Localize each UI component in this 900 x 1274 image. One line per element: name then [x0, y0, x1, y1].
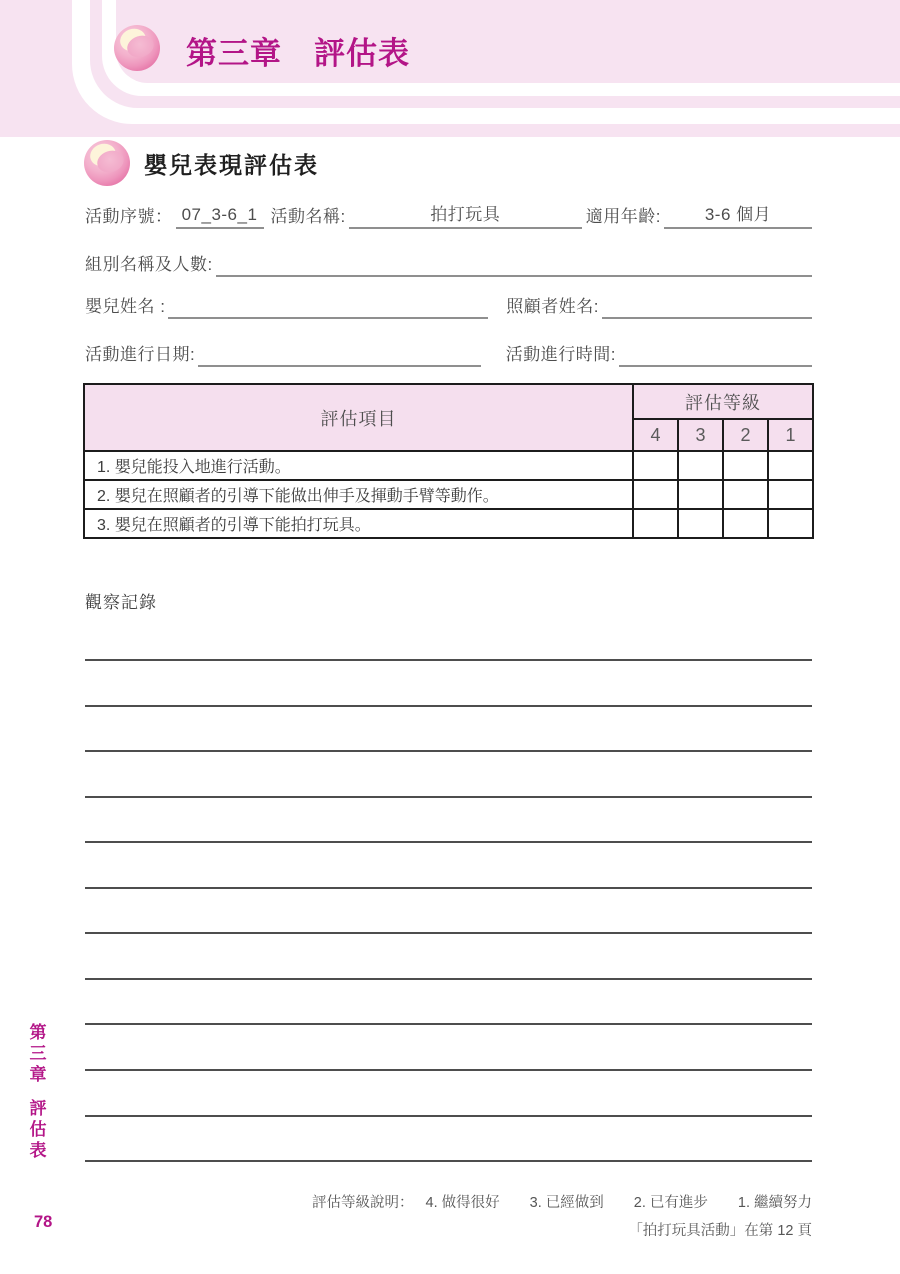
writing-line	[85, 841, 812, 843]
writing-line	[85, 796, 812, 798]
section-title: 嬰兒表現評估表	[144, 151, 319, 178]
sidebar-chapter-text: 第三章	[29, 1023, 47, 1084]
legend-label: 評估等級說明：	[312, 1195, 414, 1211]
item-column-header: 評估項目	[84, 384, 633, 451]
rating-cell	[678, 509, 723, 538]
page-number: 78	[34, 1213, 53, 1231]
caregiver-field	[602, 299, 812, 319]
activity-name-field: 拍打玩具	[349, 200, 582, 229]
writing-line	[85, 1160, 812, 1162]
section-ball-icon	[84, 140, 130, 186]
activity-no-label: 活動序號：	[85, 207, 173, 226]
rating-cell	[768, 451, 813, 480]
observation-title: 觀察記錄	[85, 593, 157, 612]
rating-legend	[85, 1191, 812, 1212]
date-field	[198, 347, 481, 367]
form-row-group	[85, 250, 812, 277]
date-label: 活動進行日期:	[85, 345, 196, 364]
sidebar-section-text: 評估表	[29, 1099, 47, 1160]
rating-cell	[768, 509, 813, 538]
caregiver-label: 照顧者姓名:	[506, 297, 599, 316]
chapter-title: 第三章 評估表	[186, 36, 410, 71]
writing-line	[85, 932, 812, 934]
assessment-table-body	[84, 451, 813, 538]
table-row	[84, 451, 813, 480]
sidebar-chapter-label	[28, 1022, 48, 1161]
legend-item: 1. 繼續努力	[737, 1195, 812, 1211]
rating-level-header: 2	[723, 419, 768, 451]
form-row-names	[85, 292, 812, 319]
writing-line	[85, 978, 812, 980]
assessment-table	[83, 383, 814, 539]
rating-cell	[723, 451, 768, 480]
rating-cell	[678, 480, 723, 509]
rating-cell	[633, 480, 678, 509]
rating-cell	[633, 451, 678, 480]
chapter-ball-icon	[114, 25, 160, 71]
table-header-row	[84, 384, 813, 419]
rating-cell	[768, 480, 813, 509]
assessment-item: 2. 嬰兒在照顧者的引導下能做出伸手及揮動手臂等動作。	[84, 480, 633, 509]
table-row	[84, 480, 813, 509]
time-field	[619, 347, 812, 367]
assessment-item: 1. 嬰兒能投入地進行活動。	[84, 451, 633, 480]
writing-line	[85, 1023, 812, 1025]
rating-column-header: 評估等級	[633, 384, 813, 419]
form-row-datetime	[85, 340, 812, 367]
time-label: 活動進行時間:	[505, 345, 616, 364]
rating-cell	[678, 451, 723, 480]
group-label: 組別名稱及人數:	[85, 255, 213, 274]
table-row	[84, 509, 813, 538]
chapter-header	[0, 0, 900, 137]
rating-cell	[723, 480, 768, 509]
rating-level-header: 1	[768, 419, 813, 451]
activity-name-label: 活動名稱:	[270, 207, 346, 226]
writing-line	[85, 887, 812, 889]
activity-no-field: 07_3-6_1	[176, 205, 264, 229]
writing-line	[85, 1069, 812, 1071]
legend-item: 2. 已有進步	[633, 1195, 708, 1211]
section-heading	[84, 140, 319, 186]
assessment-item: 3. 嬰兒在照顧者的引導下能拍打玩具。	[84, 509, 633, 538]
legend-items	[426, 1191, 813, 1212]
legend-item: 3. 已經做到	[529, 1195, 604, 1211]
rating-level-header: 4	[633, 419, 678, 451]
writing-line	[85, 659, 812, 661]
legend-item: 4. 做得很好	[425, 1195, 500, 1211]
infant-name-field	[168, 299, 488, 319]
form-row-activity	[85, 200, 812, 229]
rating-cell	[633, 509, 678, 538]
writing-line	[85, 750, 812, 752]
group-field	[216, 257, 812, 277]
observation-lines	[85, 659, 812, 1171]
writing-line	[85, 705, 812, 707]
writing-line	[85, 1115, 812, 1117]
rating-level-header: 3	[678, 419, 723, 451]
footer-reference: 「拍打玩具活動」在第 12 頁	[628, 1223, 812, 1239]
age-label: 適用年齡:	[585, 207, 661, 226]
infant-name-label: 嬰兒姓名 :	[85, 297, 166, 316]
rating-cell	[723, 509, 768, 538]
age-field: 3-6 個月	[664, 200, 812, 229]
